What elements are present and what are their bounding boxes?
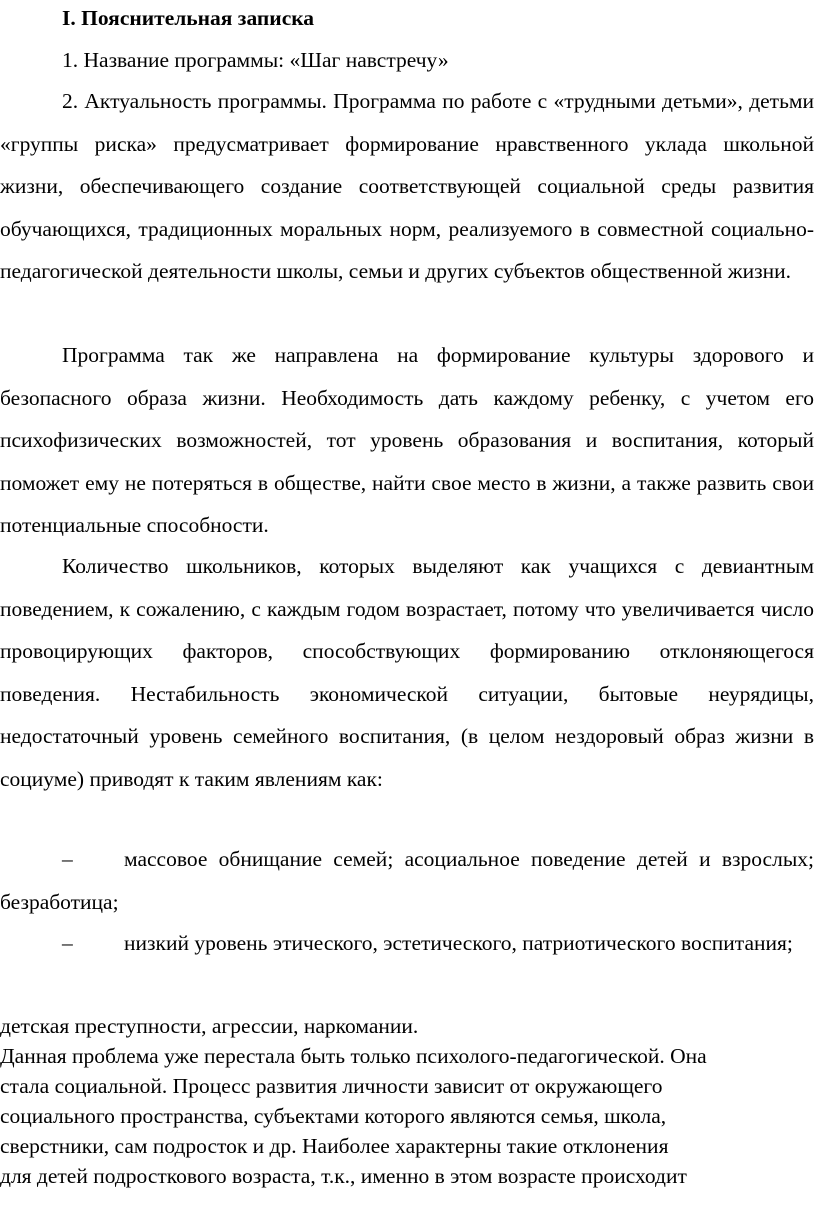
pupil-count-paragraph: Количество школьников, которых выделяют как учащихся с девиантным поведением, к сожалению, с каждым годом возрастает, потому что увеличивается число провоцирующих факторов, способствующих формированию отклоняющегося поведения. Нестабильность экономической ситуации, бытовые неурядицы, недостаточный уровень семейного воспитания, (в целом нездоровый образ жизни в социуме) приводят к таким явлениям как:	[0, 554, 814, 791]
section-heading: I. Пояснительная записка	[62, 6, 315, 30]
dash-marker: –	[62, 847, 73, 871]
relevance-paragraph: 2. Актуальность программы. Программа по работе с «трудными детьми», детьми «группы риска» предусматривает формирование нравственного уклада школьной жизни, обеспечивающего создание соответствующей социальной среды развития обучающихся, традиционных моральных норм, реализуемого в совместной социально-педагогической деятельности школы, семьи и других субъектов общественной жизни.	[0, 89, 814, 283]
dash-marker: –	[62, 931, 73, 955]
text-line: сверстники, сам подросток и др. Наиболее характерны такие отклонения	[0, 1134, 669, 1158]
program-direction-paragraph: Программа так же направлена на формирование культуры здорового и безопасного образа жизни. Необходимость дать каждому ребенку, с учетом его психофизических возможностей, тот уровень образования и воспитания, который поможет ему не потеряться в обществе, найти свое место в жизни, а также развить свои потенциальные способности.	[0, 343, 814, 537]
text-line: стала социальной. Процесс развития личности зависит от окружающего	[0, 1074, 663, 1098]
list-item	[0, 838, 814, 923]
list-item-text: низкий уровень этического, эстетического, патриотического воспитания;	[124, 931, 793, 955]
text-line: для детей подросткового возраста, т.к., именно в этом возрасте происходит	[0, 1164, 687, 1188]
list-item-text: массовое обнищание семей; асоциальное поведение детей и взрослых; безработица;	[0, 847, 814, 914]
program-name-line: 1. Название программы: «Шаг навстречу»	[62, 48, 449, 72]
list-item	[0, 922, 814, 965]
text-line: Данная проблема уже перестала быть только психолого-педагогической. Она	[0, 1044, 707, 1068]
text-line: детская преступности, агрессии, наркомании.	[0, 1014, 419, 1038]
text-line: социального пространства, субъектами которого являются семья, школа,	[0, 1104, 667, 1128]
